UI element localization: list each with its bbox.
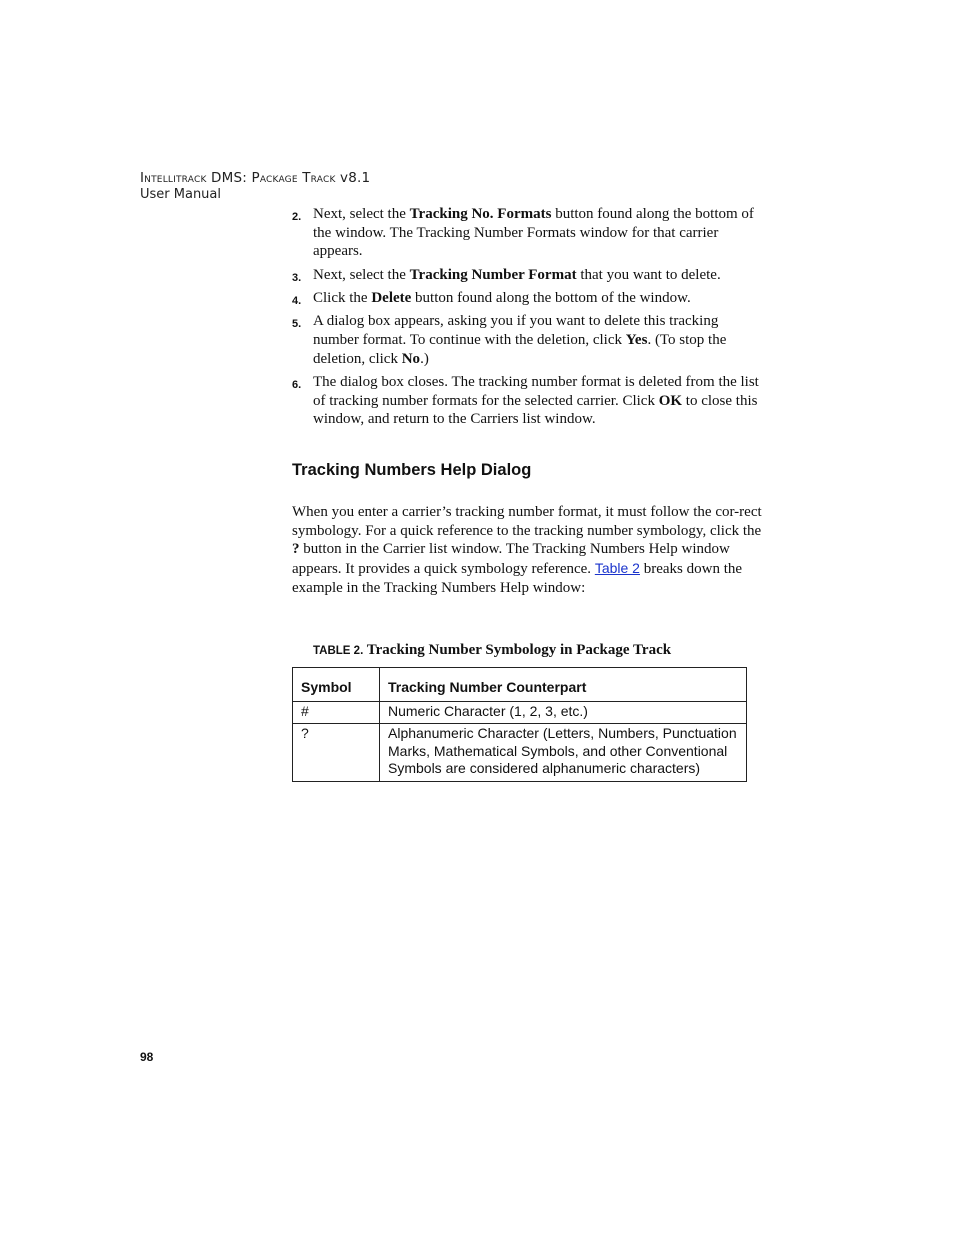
step-number: 3.	[292, 271, 302, 284]
step-ui-term: No	[401, 350, 421, 367]
step-text: that you want to delete.	[576, 266, 721, 283]
paragraph-text: When you enter a carrier’s tracking number format, it must follow the cor-rect symbology. For a quick reference to the tracking number symbology, click the	[292, 504, 762, 539]
step-text: Next, select the	[313, 206, 410, 222]
title-module: Package Track	[251, 170, 336, 186]
step-number: 5.	[292, 318, 302, 331]
step-text: to close this window, and return to the Carriers list window.	[313, 392, 758, 428]
header-counterpart: Tracking Number Counterpart	[380, 668, 747, 702]
step-text: . (To stop the deletion, click	[313, 331, 727, 367]
step-text: Click the	[313, 289, 372, 306]
title-version: v8.1	[335, 170, 371, 186]
section-paragraph	[292, 503, 762, 598]
running-header	[140, 170, 370, 203]
step-text: button found along the bottom of the window. The Tracking Number Formats window for that carrier appears.	[313, 206, 754, 260]
manual-title	[140, 170, 370, 187]
step-list	[292, 205, 764, 434]
manual-subtitle: User Manual	[140, 187, 222, 202]
step-number: 6.	[292, 378, 302, 391]
table-caption-title: Tracking Number Symbology in Package Track	[363, 642, 672, 658]
step-text: The dialog box closes. The tracking number format is deleted from the list of tracking number formats for the selected carrier. Click	[313, 373, 759, 409]
title-product: DMS:	[206, 170, 252, 186]
step-item	[292, 205, 764, 261]
step-text: button found along the bottom of the window.	[411, 289, 691, 306]
step-ui-term: Tracking No. Formats	[409, 206, 552, 222]
step-text: A dialog box appears, asking you if you want to delete this tracking number format. To continue with the deletion, click	[313, 313, 719, 348]
table-caption-label: TABLE 2.	[313, 645, 364, 657]
step-item	[292, 312, 764, 368]
table-2-link[interactable]: Table 2	[594, 560, 640, 577]
step-ui-term: Delete	[371, 289, 412, 306]
step-ui-term: Tracking Number Format	[409, 266, 577, 283]
cell-symbol: #	[293, 701, 380, 724]
header-symbol: Symbol	[293, 668, 380, 702]
step-text: Next, select the	[313, 266, 410, 283]
paragraph-text: button in the Carrier list window. The Tracking Numbers Help window appears. It provides a quick symbology reference.	[292, 541, 730, 578]
table-row	[293, 724, 747, 782]
step-text: .)	[420, 350, 429, 367]
step-item	[292, 373, 764, 429]
step-ui-term: Yes	[625, 331, 648, 348]
step-number: 2.	[292, 211, 302, 223]
cell-counterpart: Alphanumeric Character (Letters, Numbers, Punctuation Marks, Mathematical Symbols, and other Conventional Symbols are considered alphanumeric characters)	[380, 724, 747, 782]
section-heading: Tracking Numbers Help Dialog	[292, 461, 532, 479]
step-item	[292, 266, 764, 285]
page-number: 98	[140, 1050, 154, 1064]
step-item	[292, 289, 764, 308]
paragraph-text: breaks down the example in the Tracking Numbers Help window:	[292, 561, 743, 596]
cell-counterpart: Numeric Character (1, 2, 3, etc.)	[380, 701, 747, 724]
symbology-table	[292, 667, 747, 782]
paragraph-ui-term: ?	[292, 541, 300, 558]
step-ui-term: OK	[658, 392, 683, 409]
step-number: 4.	[292, 294, 302, 307]
cell-symbol: ?	[293, 724, 380, 782]
table-row	[293, 701, 747, 724]
title-brand: Intellitrack	[140, 170, 207, 186]
table-caption	[313, 642, 671, 659]
table-header-row	[293, 668, 747, 702]
